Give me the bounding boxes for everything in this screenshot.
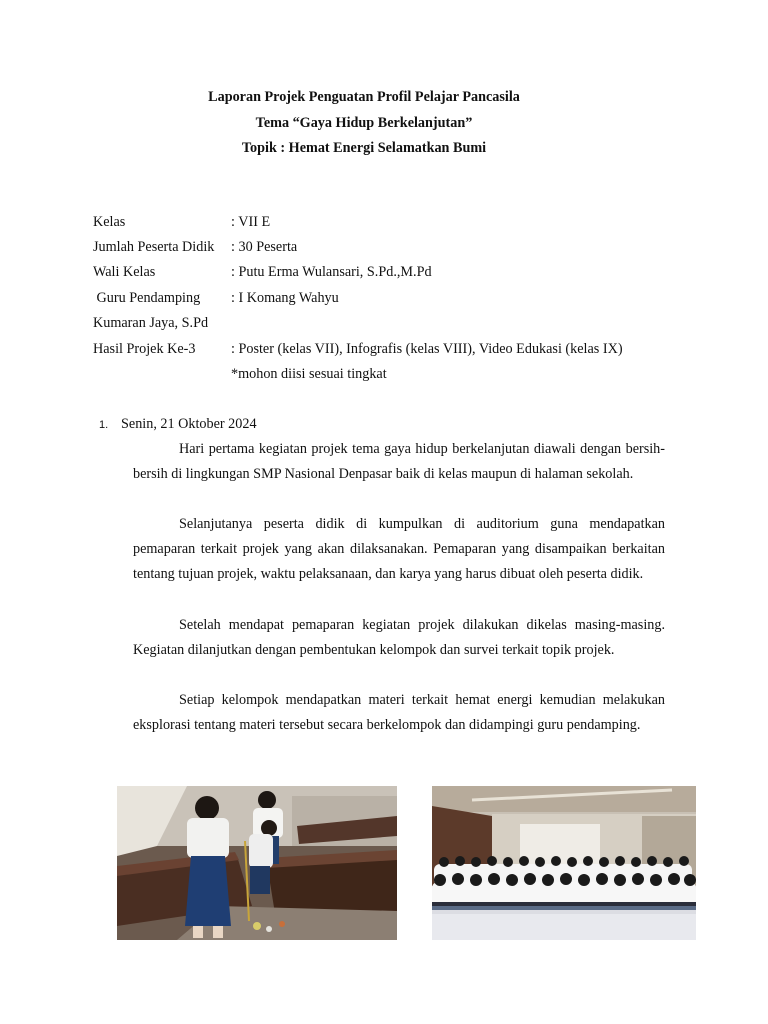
wali-label: Wali Kelas [93, 264, 156, 280]
hasil-note: *mohon diisi sesuai tingkat [231, 366, 387, 382]
classroom-cleaning-photo [117, 786, 397, 940]
report-topic: Topik : Hemat Energi Selamatkan Bumi [241, 140, 487, 156]
day-date: Senin, 21 Oktober 2024 [121, 416, 257, 432]
report-title-block [0, 86, 728, 163]
auditorium-photo [432, 786, 696, 940]
report-theme: Tema “Gaya Hidup Berkelanjutan” [255, 114, 473, 131]
paragraph-2: Selanjutanya peserta didik di kumpulkan di auditorium guna mendapatkan pemaparan terkait projek yang akan dilaksanakan. Pemaparan yang disampaikan berkaitan tentang tujuan projek, waktu pelaksanaan, dan karya yang harus dibuat oleh peserta didik. [133, 516, 665, 583]
hasil-value: : Poster (kelas VII), Infografis (kelas VIII), Video Edukasi (kelas IX) [231, 341, 623, 357]
guru-value: : I Komang Wahyu [231, 290, 339, 306]
list-number: 1. [99, 419, 109, 431]
guru-label: Guru Pendamping [93, 290, 201, 306]
wali-value: : Putu Erma Wulansari, S.Pd.,M.Pd [231, 264, 432, 280]
report-title: Laporan Projek Penguatan Profil Pelajar Pancasila [208, 89, 520, 105]
kelas-label: Kelas [93, 214, 126, 230]
jumlah-label: Jumlah Peserta Didik [93, 239, 215, 255]
hasil-label: Hasil Projek Ke-3 [93, 341, 196, 357]
jumlah-value: : 30 Peserta [231, 239, 298, 255]
paragraph-1: Hari pertama kegiatan projek tema gaya hidup berkelanjutan diawali dengan bersih-bersih di lingkungan SMP Nasional Denpasar baik di kelas maupun di halaman sekolah. [133, 441, 665, 483]
paragraph-4: Setiap kelompok mendapatkan materi terkait hemat energi kemudian melakukan eksplorasi tentang materi tersebut secara berkelompok dan didampingi guru pendamping. [133, 692, 665, 734]
kelas-value: : VII E [231, 214, 271, 230]
guru-value-cont: Kumaran Jaya, S.Pd [93, 315, 209, 331]
paragraph-3: Setelah mendapat pemaparan kegiatan projek dilakukan dikelas masing-masing. Kegiatan dilanjutkan dengan pembentukan kelompok dan survei terkait topik projek. [133, 617, 665, 659]
